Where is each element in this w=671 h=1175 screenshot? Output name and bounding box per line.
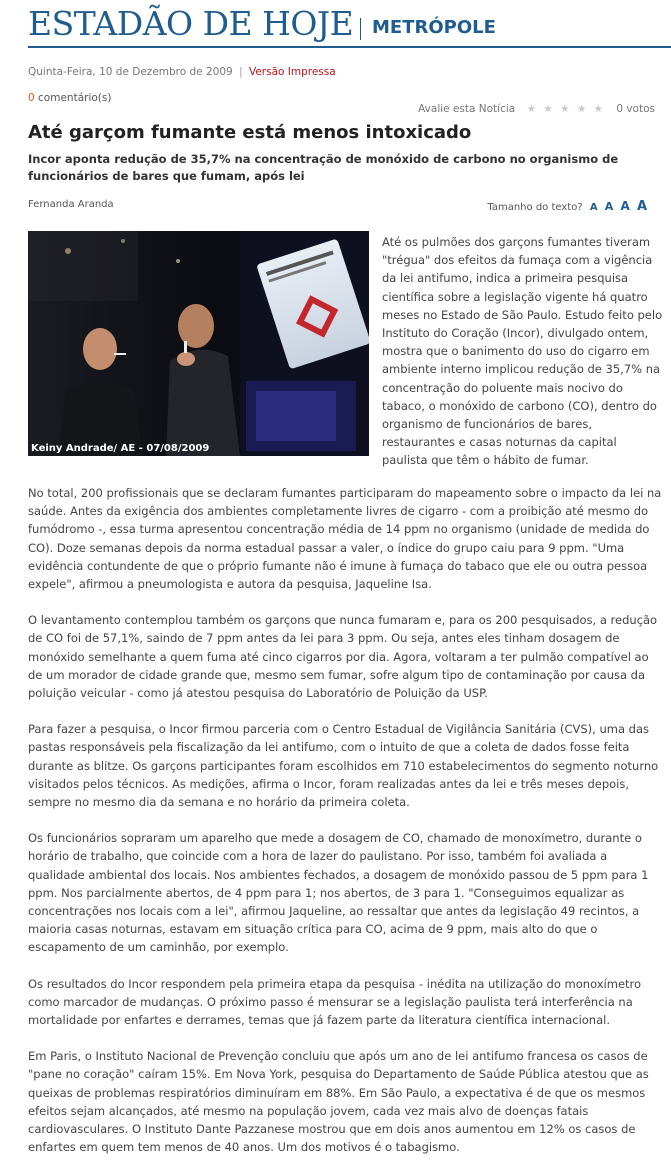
paragraph: Os resultados do Incor respondem pela primeira etapa da pesquisa - inédita na utilização do monoxímetro como marcador de mudanças. O próximo passo é mensurar se a legislação paulista terá interferência na mortalidade por enfartes e derrames, temas que já fazem parte da literatura científica internacional. — [28, 976, 642, 1028]
article-title: Até garçom fumante está menos intoxicado — [28, 122, 472, 143]
meta-separator: | — [239, 66, 243, 78]
vote-count: 0 votos — [616, 103, 655, 115]
brand-logo[interactable]: ESTADÃO DE HOJE — [28, 4, 354, 43]
rating-stars-icon[interactable]: ★ ★ ★ ★ ★ — [526, 103, 605, 115]
photo-illustration — [28, 231, 369, 456]
comments-count[interactable] — [28, 92, 111, 104]
article-meta — [28, 66, 336, 78]
text-size-xlarge[interactable]: A — [636, 199, 647, 214]
article-subtitle: Incor aponta redução de 35,7% na concentração de monóxido de carbono no organismo de funcionários de bares que fumam, após lei — [28, 152, 619, 183]
comments-label[interactable]: comentário(s) — [38, 92, 112, 104]
text-size-small[interactable]: A — [589, 202, 598, 213]
masthead-divider — [360, 18, 361, 40]
article-photo — [28, 231, 369, 456]
print-version-link[interactable]: Versão Impressa — [248, 66, 336, 78]
text-size-label: Tamanho do texto? — [487, 202, 583, 213]
article-author: Fernanda Aranda — [28, 199, 114, 210]
section-title[interactable]: METRÓPOLE — [372, 17, 496, 38]
comments-number[interactable]: 0 — [28, 92, 35, 104]
article-intro: Até os pulmões dos garçons fumantes tiveram "trégua" dos efeitos da fumaça com a vigência da lei antifumo, indica a primeira pesquisa científica sobre a legislação vigente há quatro meses no Estado de São Paulo. Estudo feito pelo Instituto do Coração (Incor), divulgado ontem, mostra que o banimento do uso do cigarro em ambiente interno implicou redução de 35,7% na concentração do poluente mais nocivo do tabaco, o monóxido de carbono (CO), dentro do organismo de funcionários de bares, restaurantes e casas noturnas da capital paulista que têm o hábito de fumar. — [382, 235, 663, 468]
text-size-large[interactable]: A — [620, 199, 630, 213]
masthead — [28, 4, 671, 48]
photo-caption: Keiny Andrade/ AE - 07/08/2009 — [31, 443, 210, 454]
text-size-control — [487, 199, 647, 214]
publish-date: Quinta-Feira, 10 de Dezembro de 2009 — [28, 66, 233, 78]
article-body — [28, 484, 664, 1175]
text-size-medium[interactable]: A — [604, 200, 614, 213]
paragraph: Em Paris, o Instituto Nacional de Prevenção concluiu que após um ano de lei antifumo francesa os casos de "pane no coração" caíram 15%. Em Nova York, pesquisa do Departamento de Saúde Pública atestou que as queixas de problemas respiratórios diminuíram em 88%. Em São Paulo, a expectativa é de que os mesmos efeitos sejam alcançados, até mesmo na população jovem, cada vez mais alvo de doenças fatais cardiovasculares. O Instituto Dante Pazzanese mostrou que em dois anos aumentou em 12% os casos de enfartes em quem tem menos de 40 anos. Um dos motivos é o tabagismo. — [28, 1049, 649, 1155]
paragraph: No total, 200 profissionais que se declaram fumantes participaram do mapeamento sobre o impacto da lei na saúde. Antes da exigência dos ambientes completamente livres de cigarro - com a proibição até mesmo do fumódromo -, essa turma apresentou concentração média de 14 ppm no organismo (unidade de medida do CO). Doze semanas depois da norma estadual passar a valer, o índice do grupo caiu para 9 ppm. "Uma evidência contundente de que o próprio fumante não é imune à fumaça do tabaco que ele ou outra pessoa expele", afirmou a pneumologista e autora da pesquisa, Jaqueline Isa. — [28, 486, 662, 592]
rating-label: Avalie esta Notícia — [418, 103, 516, 115]
paragraph: Os funcionários sopraram um aparelho que mede a dosagem de CO, chamado de monoxímetro, durante o horário de trabalho, que coincide com a hora de lazer do paulistano. Por isso, também foi avaliada a qualidade ambiental dos locais. Nos ambientes fechados, a dosagem de monóxido passou de 5 ppm para 1 ppm. Nos parcialmente abertos, de 4 ppm para 1; nos abertos, de 3 para 1. "Conseguimos equalizar as concentrações nos locais com a lei", afirmou Jaqueline, ao ressaltar que antes da legislação 49 recintos, a maioria casas noturnas, estavam em situação crítica para CO, acima de 9 ppm, mais alto do que o escapamento de um caminhão, por exemplo. — [28, 831, 649, 955]
masthead-rule — [28, 46, 671, 48]
paragraph: Para fazer a pesquisa, o Incor firmou parceria com o Centro Estadual de Vigilância Sanitária (CVS), uma das pastas responsáveis pela fiscalização da lei antifumo, com o intuito de que a coleta de dados fosse feita durante as blitze. Os garçons participantes foram escolhidos em 710 estabelecimentos do segmento noturno visitados pelos técnicos. As medições, afirma o Incor, foram realizadas antes da lei e três meses depois, sempre no mesmo dia da semana e no horário da primeira coleta. — [28, 722, 659, 810]
paragraph: O levantamento contemplou também os garçons que nunca fumaram e, para os 200 pesquisados, a redução de CO foi de 57,1%, saindo de 7 ppm antes da lei para 3 ppm. Ou seja, antes eles tinham dosagem de monóxido semelhante a quem fuma até cinco cigarros por dia. Agora, voltaram a ter pulmão compatível ao de um morador de cidade grande que, mesmo sem fumar, sofre algum tipo de contaminação por causa da poluição veicular - como já atestou pesquisa do Laboratório de Poluição da USP. — [28, 613, 658, 701]
rating-widget — [418, 103, 655, 115]
